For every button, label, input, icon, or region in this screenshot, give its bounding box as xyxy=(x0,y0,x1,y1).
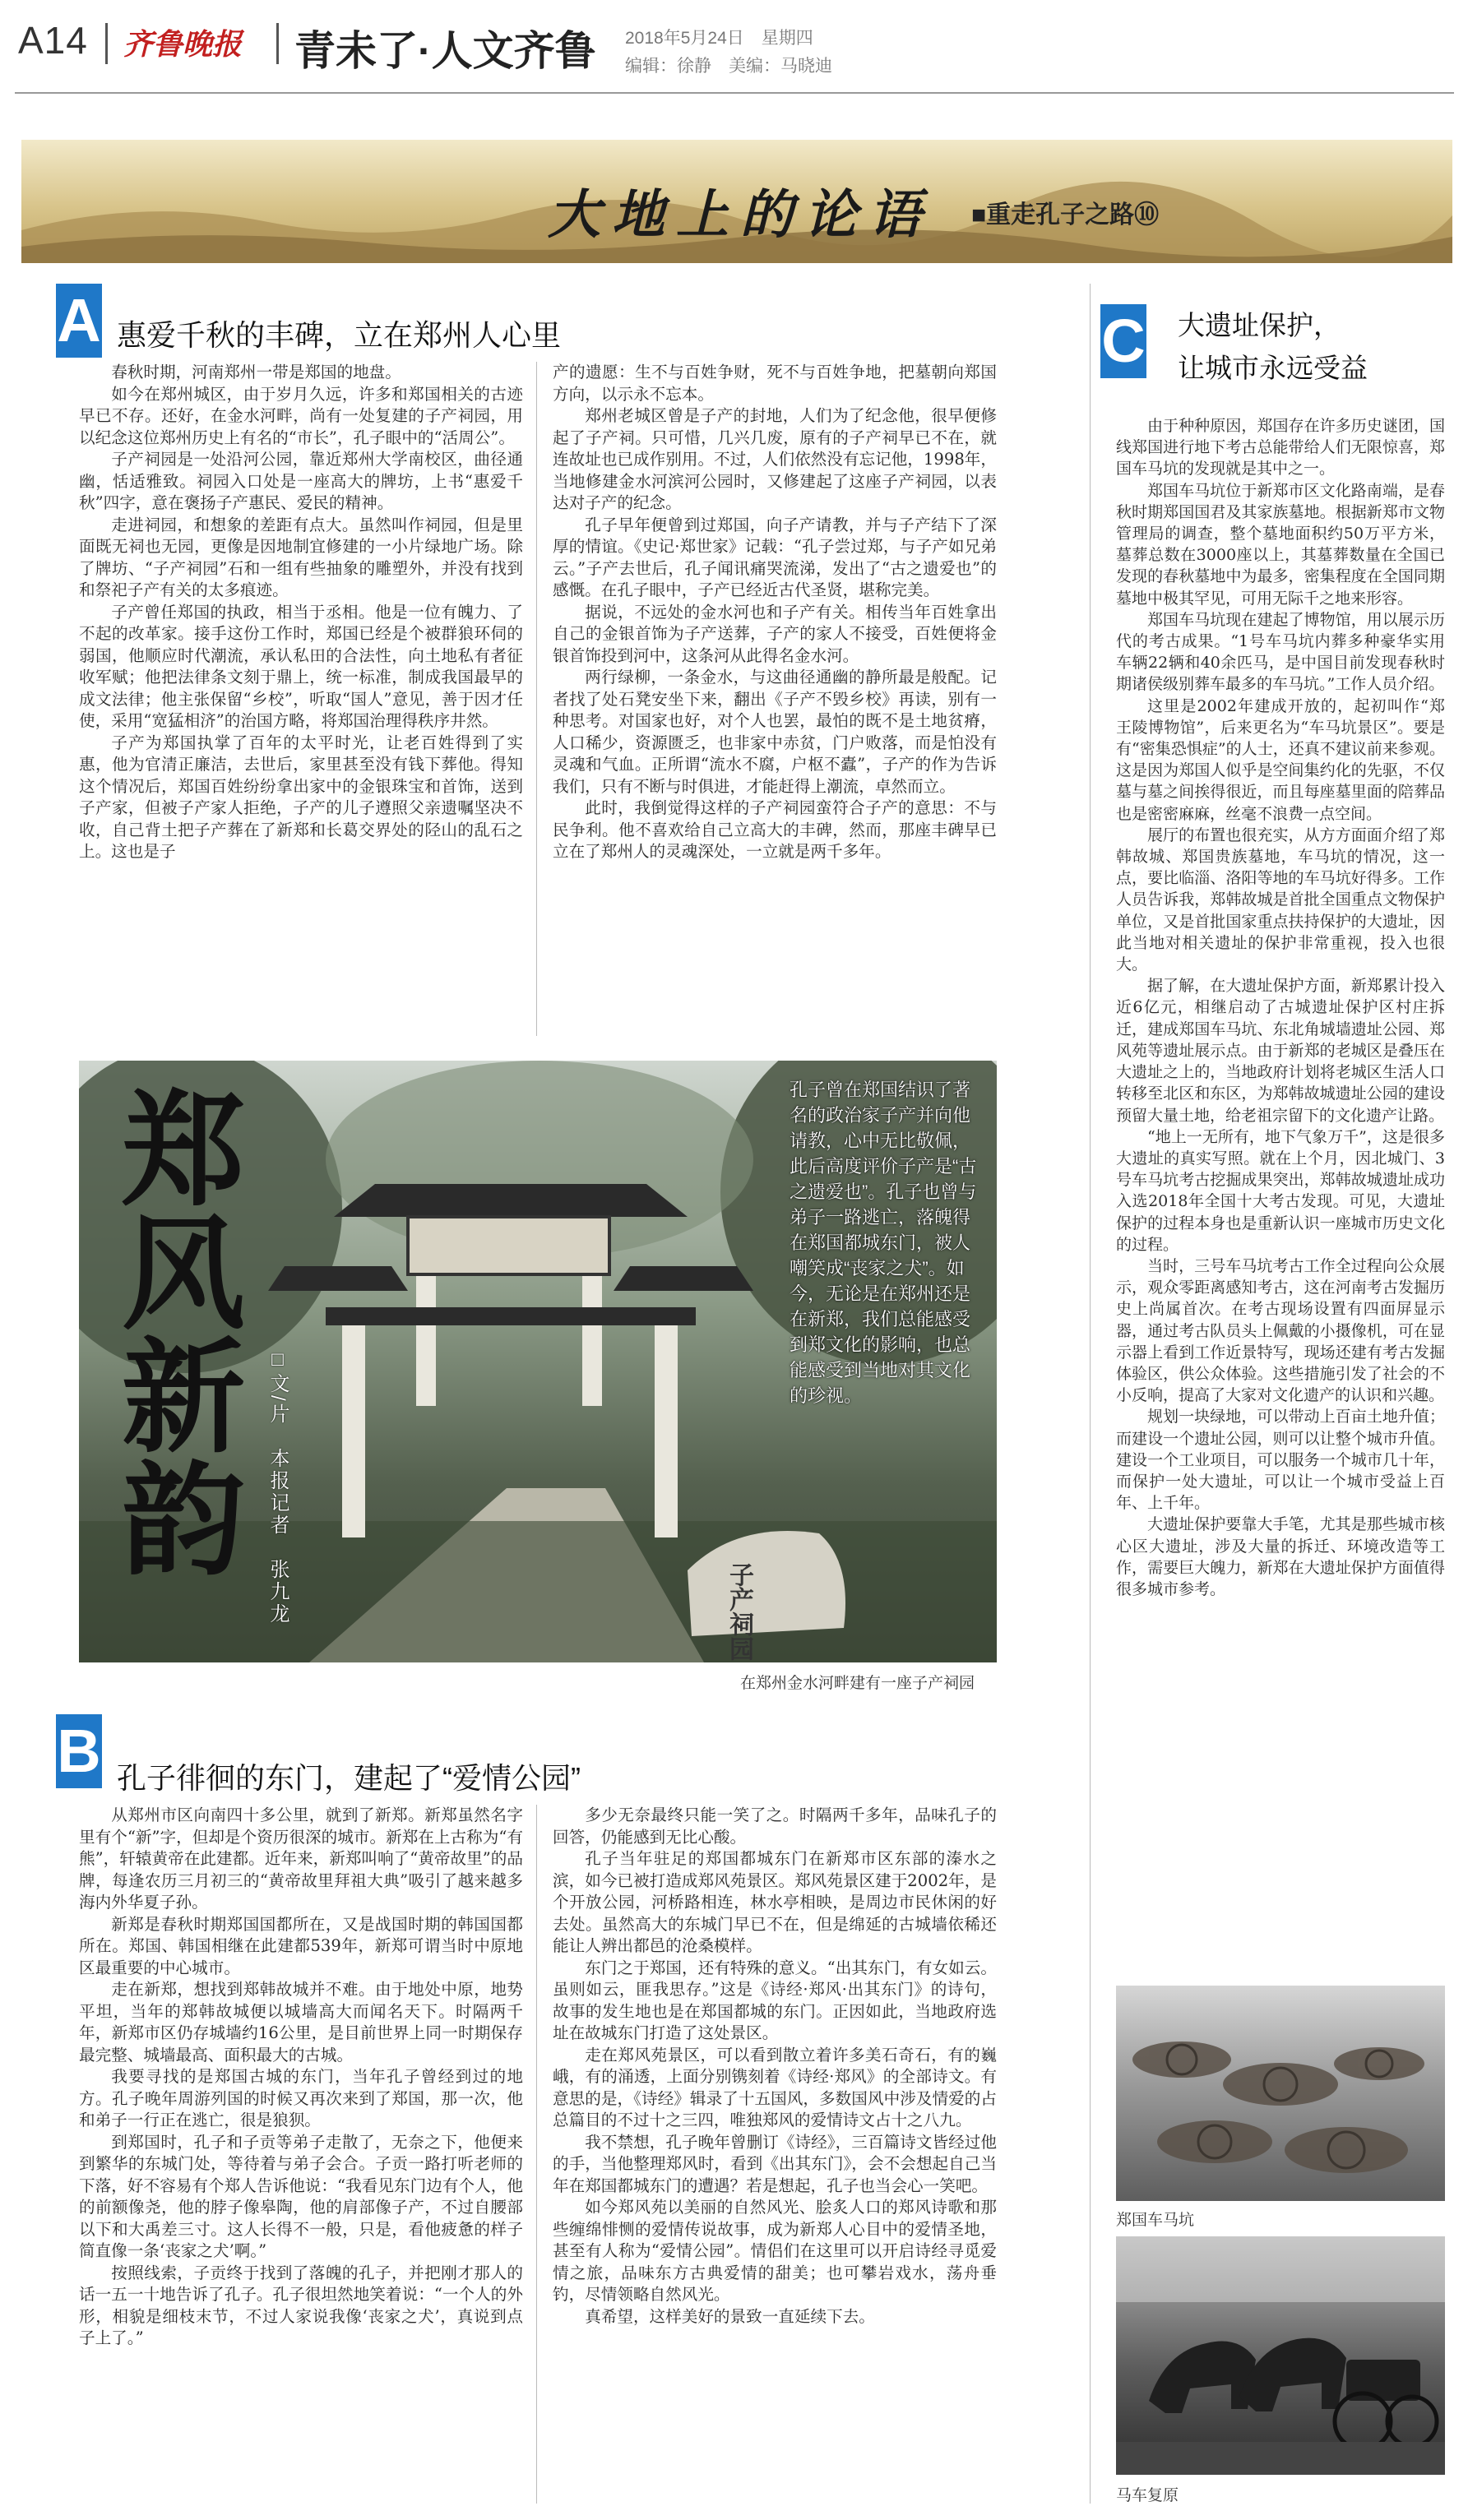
horse-chariot-illustration xyxy=(1116,2236,1445,2475)
paragraph: 郑国车马坑位于新郑市区文化路南端，是春秋时期郑国国君及其家族墓地。根据新郑市文物管理局的调查，整个墓地面积约50万平方米，墓葬总数在3000座以上，其墓葬数量在全国已发现的春秋墓地中为最多，密集程度在全国同期墓地中极其罕见，可用无际千之地来形容。 xyxy=(1116,481,1445,608)
paragraph: 郑国车马坑现在建起了博物馆，用以展示历代的考古成果。“1号车马坑内葬多种豪华实用车辆22辆和40余匹马，是中国目前发现春秋时期诸侯级别葬车最多的车马坑。”工作人员介绍。 xyxy=(1116,610,1445,694)
photo-caption: 马车复原 xyxy=(1116,2487,1179,2504)
stone-plaque-text: 子产祠园 xyxy=(725,1562,753,1661)
section-b-column-2 xyxy=(553,1805,997,2504)
chariot-pit-illustration xyxy=(1116,1986,1445,2201)
paragraph: 我要寻找的是郑国古城的东门，当年孔子曾经到过的地方。孔子晚年周游列国的时候又再次来到了郑国，那一次，他和弟子一行正在逃亡，很是狼狈。 xyxy=(79,2067,523,2129)
newspaper-logo: 齐鲁晚报 xyxy=(123,27,243,62)
paragraph: 子产曾任郑国的执政，相当于丞相。他是一位有魄力、了不起的改革家。接手这份工作时，郑国已经是个被群狼环伺的弱国，他顺应时代潮流，承认私田的合法性，向土地私有者征收军赋；他把法律条文刻于鼎上，统一标准，制成我国最早的成文法律；他主张保留“乡校”，听取“国人”意见，善于因才任使，采用“宽猛相济”的治国方略，将郑国治理得秩序井然。 xyxy=(79,602,523,730)
feature-photo-caption: 在郑州金水河畔建有一座子产祠园 xyxy=(740,1675,975,1692)
paragraph: 从郑州市区向南四十多公里，就到了新郑。新郑虽然名字里有个“新”字，但却是个资历很深的城市。新郑在上古称为“有熊”，轩辕黄帝在此建都。近年来，新郑叫响了“黄帝故里”的品牌，每逢农历三月初三的“黄帝故里拜祖大典”吸引了越来越多海内外华夏子孙。 xyxy=(79,1806,523,1912)
header-separator xyxy=(105,23,108,64)
paragraph: 产的遗愿：生不与百姓争财，死不与百姓争地，把墓朝向郑国方向，以示永不忘本。 xyxy=(553,363,997,404)
paragraph: 子产祠园是一处沿河公园，靠近郑州大学南校区，曲径通幽，恬适雅致。祠园入口处是一座高大的牌坊，上书“惠爱千秋”四字，意在褒扬子产惠民、爱民的精神。 xyxy=(79,450,523,512)
paragraph: 按照线索，子贡终于找到了落魄的孔子，并把刚才那人的话一五一十地告诉了孔子。孔子很坦然地笑着说：“一个人的外形，相貌是细枝末节，不过人家说我像‘丧家之犬’，真说到点子上了。” xyxy=(79,2263,523,2347)
chariot-replica-photo xyxy=(1116,2236,1445,2475)
column-divider xyxy=(536,362,537,1036)
section-c-column xyxy=(1116,415,1445,1961)
paragraph: 展厅的布置也很充实，从方方面面介绍了郑韩故城、郑国贵族墓地，车马坑的情况，这一点，要比临淄、洛阳等地的车马坑好得多。工作人员告诉我，郑韩故城是首批全国重点文物保护单位，又是首批国家重点扶持保护的大遗址，因此当地对相关遗址的保护非常重视，投入也很大。 xyxy=(1116,825,1445,974)
banner-title: 大地上的论语 xyxy=(548,184,933,246)
section-a-heading: 惠爱千秋的丰碑，立在郑州人心里 xyxy=(117,318,562,352)
paragraph: 到郑国时，孔子和子贡等弟子走散了，无奈之下，他便来到繁华的东城门处，等待着与弟子会合。子贡一路打听老师的下落，好不容易有个郑人告诉他说：“我看见东门边有个人，他的前额像尧，他的脖子像皋陶，他的肩部像子产，不过自腰部以下和大禹差三寸。这人长得不一般，只是，看他疲惫的样子简直像一条‘丧家之犬’啊。” xyxy=(79,2132,523,2260)
banner-series-number: ■重走孔子之路⑩ xyxy=(971,201,1160,229)
paragraph: 由于种种原因，郑国存在许多历史谜团，国线郑国进行地下考古总能带给人们无限惊喜，郑国车马坑的发现就是其中之一。 xyxy=(1116,417,1445,479)
paragraph: 东门之于郑国，还有特殊的意义。“出其东门，有女如云。虽则如云，匪我思存。”这是《诗经·郑风·出其东门》的诗句，故事的发生地也是在郑国都城的东门。正因如此，当地政府选址在故城东门打造了这处景区。 xyxy=(553,1958,997,2042)
section-b-heading: 孔子徘徊的东门，建起了“爱情公园” xyxy=(117,1761,581,1795)
section-b-column-1 xyxy=(79,1805,523,2504)
paragraph: 春秋时期，河南郑州一带是郑国的地盘。 xyxy=(111,363,401,381)
paragraph: 规划一块绿地，可以带动上百亩土地升值；而建设一个遗址公园，则可以让整个城市升值。建设一个工业项目，可以服务一个城市几十年，而保护一处大遗址，可以让一个城市受益上百年、上千年。 xyxy=(1116,1408,1445,1513)
issue-date: 2018年5月24日 星期四 xyxy=(625,29,813,48)
series-banner xyxy=(21,140,1452,263)
paragraph: 郑州老城区曾是子产的封地，人们为了纪念他，很早便修起了子产祠。只可惜，几兴几废，原有的子产祠早已不在，就连故址也已成作别用。不过，人们依然没有忘记他，1998年，当地修建金水河滨河公园时，又修建起了这座子产祠园，以表达对子产的纪念。 xyxy=(553,406,997,512)
photo-caption: 郑国车马坑 xyxy=(1116,2212,1195,2229)
section-a-column-2 xyxy=(553,362,997,1036)
editors-line: 编辑：徐静 美编：马晓迪 xyxy=(625,57,832,76)
paragraph: 据了解，在大遗址保护方面，新郑累计投入近6亿元，相继启动了古城遗址保护区村庄拆迁，建成郑国车马坑、东北角城墙遗址公园、郑风苑等遗址展示点。由于新郑的老城区是叠压在大遗址之上的，当地政府计划将老城区生活人口转移至北区和东区，为郑韩故城遗址公园的建设预留大量土地，给老祖宗留下的文化遗产让路。 xyxy=(1116,977,1445,1125)
paragraph: 走在郑风苑景区，可以看到散立着许多美石奇石，有的巍峨，有的涌透，上面分别镌刻着《诗经·郑风》的全部诗文。有意思的是，《诗经》辑录了十五国风，多数国风中涉及情爱的占总篇目的不过十之三四，唯独郑风的爱情诗文占十之八九。 xyxy=(553,2045,997,2129)
paragraph: 两行绿柳，一条金水，与这曲径通幽的静所最是般配。记者找了处石凳安坐下来，翻出《子产不毁乡校》再读，别有一种思考。对国家也好，对个人也罢，最怕的既不是土地贫瘠，人口稀少，资源匮乏，也非家中赤贫，门户败落，而是怕没有灵魂和气血。正所谓“流水不腐，户枢不蠹”，子产的作为告诉我们，只有不断与时俱进，才能赶得上潮流，卓然而立。 xyxy=(553,668,997,796)
section-b-marker: B xyxy=(56,1714,102,1788)
feature-quote: 孔子曾在郑国结识了著名的政治家子产并向他请教，心中无比敬佩，此后高度评价子产是“古之遗爱也”。孔子也曾与弟子一路逃亡，落魄得在郑国都城东门，被人嘲笑成“丧家之犬”。如今，无论是在郑州还是在新郑，我们总能感受到郑文化的影响，也总能感受到当地对其文化的珍视。 xyxy=(790,1080,977,1406)
paragraph: 走进祠园，和想象的差距有点大。虽然叫作祠园，但是里面既无祠也无园，更像是因地制宜修建的一小片绿地广场。除了牌坊、“子产祠园”石和一组有些抽象的雕塑外，并没有找到和祭祀子产有关的太多痕迹。 xyxy=(79,515,523,599)
section-c-heading-line-2: 让城市永远受益 xyxy=(1178,353,1368,383)
paragraph: 我不禁想，孔子晚年曾删订《诗经》，三百篇诗文皆经过他的手，当他整理郑风时，看到《出其东门》，会不会想起自己当年在郑国都城东门的遭遇？若是想起，孔子也当会心一笑吧。 xyxy=(553,2132,997,2195)
paragraph: 孔子当年驻足的郑国都城东门在新郑市区东部的溱水之滨，如今已被打造成郑风苑景区。郑风苑景区建于2002年，是个开放公园，河桥路相连，林水亭相映，是周边市民休闲的好去处。虽然高大的东城门早已不在，但是绵延的古城墙依稀还能让人辨出都邑的沧桑模样。 xyxy=(553,1849,997,1955)
section-c-marker: C xyxy=(1100,304,1146,378)
feature-title: 郑风新韵 xyxy=(100,1085,245,1579)
section-c-heading-line-1: 大遗址保护， xyxy=(1178,310,1341,340)
page-number: A14 xyxy=(18,19,88,62)
header-separator xyxy=(276,23,279,64)
paragraph: 此时，我倒觉得这样的子产祠园蛮符合子产的意思：不与民争利。他不喜欢给自己立高大的丰碑，然而，那座丰碑早已立在了郑州人的灵魂深处，一立就是两千多年。 xyxy=(553,798,997,861)
paragraph: 据说，不远处的金水河也和子产有关。相传当年百姓拿出自己的金银首饰为子产送葬，子产的家人不接受，百姓便将金银首饰投到河中，这条河从此得名金水河。 xyxy=(553,602,997,665)
chariot-pit-photo xyxy=(1116,1986,1445,2201)
paragraph: 子产为郑国执掌了百年的太平时光，让老百姓得到了实惠，他为官清正廉洁，去世后，家里甚至没有钱下葬他。得知这个情况后，郑国百姓纷纷拿出家中的金银珠宝和首饰，送到子产家，但被子产家人拒绝，子产的儿子遵照父亲遗嘱坚决不收，自己背土把子产葬在了新郑和长葛交界处的陉山的乱石之上。这也是子 xyxy=(79,733,523,861)
paragraph: 新郑是春秋时期郑国国都所在，又是战国时期的韩国国都所在。郑国、韩国相继在此建都539年，新郑可谓当时中原地区最重要的中心城市。 xyxy=(79,1914,523,1977)
paragraph: 真希望，这样美好的景致一直延续下去。 xyxy=(585,2306,875,2326)
paragraph: 如今郑风苑以美丽的自然风光、脍炙人口的郑风诗歌和那些缠绵悱恻的爱情传说故事，成为新郑人心目中的爱情圣地，甚至有人称为“爱情公园”。情侣们在这里可以开启诗经寻觅爱情之旅，品味东方古典爱情的甜美；也可攀岩戏水，荡舟垂钓，尽情领略自然风光。 xyxy=(553,2198,997,2304)
paragraph: 当时，三号车马坑考古工作全过程向公众展示，观众零距离感知考古，这在河南考古发掘历史上尚属首次。在考古现场设置有四面屏显示器，通过考古队员头上佩戴的小摄像机，可在显示器上看到工作近景特写，现场还建有考古发掘体验区，供公众体验。这些措施引发了社会的不小反响，提高了大家对文化遗产的认识和兴趣。 xyxy=(1116,1256,1445,1405)
section-a-column-1 xyxy=(79,362,523,1036)
paragraph: 如今在郑州城区，由于岁月久远，许多和郑国相关的古迹早已不存。还好，在金水河畔，尚有一处复建的子产祠园，用以纪念这位郑州历史上有名的“市长”，孔子眼中的“活周公”。 xyxy=(79,384,523,447)
paragraph: 多少无奈最终只能一笑了之。时隔两千多年，品味孔子的回答，仍能感到无比心酸。 xyxy=(553,1806,997,1847)
column-divider xyxy=(1090,284,1091,2504)
paragraph: “地上一无所有，地下气象万千”，这是很多大遗址的真实写照。就在上个月，因北城门、3号车马坑考古挖掘成果突出，郑韩故城遗址成功入选2018年全国十大考古发现。可见，大遗址保护的过程本身也是重新认识一座城市历史文化的过程。 xyxy=(1116,1127,1445,1254)
column-divider xyxy=(536,1805,537,2504)
header-rule xyxy=(15,92,1454,94)
paragraph: 大遗址保护要靠大手笔，尤其是那些城市核心区大遗址，涉及大量的拆迁、环境改造等工作，需要巨大魄力，新郑在大遗址保护方面值得很多城市参考。 xyxy=(1116,1515,1445,1598)
paragraph: 这里是2002年建成开放的，起初叫作“郑王陵博物馆”，后来更名为“车马坑景区”。要是有“密集恐惧症”的人士，还真不建议前来参观。这是因为郑国人似乎是空间集约化的先驱，不仅墓与墓之间挨得很近，而且每座墓里面的陪葬品也是密密麻麻，丝毫不浪费一点空间。 xyxy=(1116,696,1445,823)
feature-byline: □文/片 本报记者 张九龙 xyxy=(266,1348,289,1625)
section-a-marker: A xyxy=(56,284,102,358)
paragraph: 走在新郑，想找到郑韩故城并不难。由于地处中原，地势平坦，当年的郑韩故城便以城墙高大而闻名天下。时隔两千年，新郑市区仍存城墙约16公里，是目前世界上同一时期保存最完整、城墙最高、面积最大的古城。 xyxy=(79,1980,523,2065)
section-title: 青未了·人文齐鲁 xyxy=(294,28,596,74)
paragraph: 孔子早年便曾到过郑国，向子产请教，并与子产结下了深厚的情谊。《史记·郑世家》记载：“孔子尝过郑，与子产如兄弟云。”子产去世后，孔子闻讯痛哭流涕，发出了“古之遗爱也”的感慨。在孔子眼中，子产已经近古代圣贤，堪称完美。 xyxy=(553,515,997,599)
